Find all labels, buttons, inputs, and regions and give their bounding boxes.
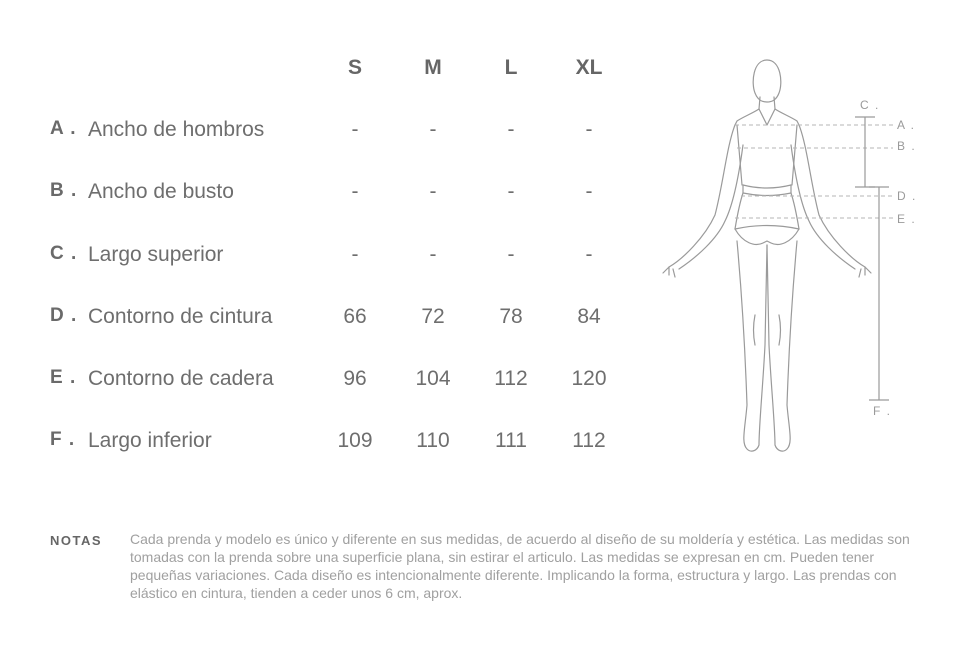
row-letter: B . — [50, 180, 78, 201]
marker-f: F . — [873, 404, 892, 418]
row-label: Largo inferior — [88, 429, 212, 452]
cell-l: - — [507, 180, 515, 203]
row-label: Contorno de cadera — [88, 367, 274, 390]
cell-s: 96 — [343, 367, 367, 390]
cell-s: 109 — [337, 429, 373, 452]
cell-s: - — [351, 118, 359, 141]
measurement-row-c — [0, 243, 660, 273]
cell-m: - — [429, 243, 437, 266]
size-header-m: M — [424, 56, 442, 79]
notes-title: NOTAS — [50, 533, 103, 548]
row-letter: A . — [50, 118, 77, 139]
row-label: Ancho de hombros — [88, 118, 265, 141]
cell-m: - — [429, 180, 437, 203]
row-label: Contorno de cintura — [88, 305, 273, 328]
row-letter: E . — [50, 367, 77, 388]
cell-xl: - — [585, 243, 593, 266]
row-label: Largo superior — [88, 243, 224, 266]
marker-c: C . — [860, 98, 880, 112]
measurement-row-f — [0, 429, 660, 459]
row-letter: F . — [50, 429, 76, 450]
cell-m: 104 — [415, 367, 451, 390]
cell-xl: 120 — [571, 367, 607, 390]
cell-xl: - — [585, 118, 593, 141]
size-header-l: L — [504, 56, 518, 79]
cell-l: - — [507, 118, 515, 141]
marker-d: D . — [897, 189, 917, 203]
marker-a: A . — [897, 118, 916, 132]
measurement-row-d — [0, 305, 660, 335]
cell-s: - — [351, 180, 359, 203]
size-header-s: S — [347, 56, 362, 79]
row-letter: C . — [50, 243, 78, 264]
measurement-row-b — [0, 180, 660, 210]
cell-l: 112 — [494, 367, 528, 390]
cell-m: 72 — [421, 305, 445, 328]
marker-b: B . — [897, 139, 917, 153]
cell-l: 111 — [495, 429, 527, 452]
cell-l: - — [507, 243, 515, 266]
size-header-xl: XL — [575, 56, 603, 79]
cell-xl: 84 — [577, 305, 601, 328]
measurement-row-e — [0, 367, 660, 397]
cell-xl: - — [585, 180, 593, 203]
cell-m: 110 — [416, 429, 450, 452]
cell-m: - — [429, 118, 437, 141]
cell-l: 78 — [499, 305, 523, 328]
measurement-row-a — [0, 118, 660, 148]
cell-s: - — [351, 243, 359, 266]
cell-xl: 112 — [572, 429, 606, 452]
mannequin-diagram — [655, 45, 935, 465]
notes-text: Cada prenda y modelo es único y diferente en sus medidas, de acuerdo al diseño de su moldería y estética. Las medidas son tomadas con la prenda sobre una superficie plana, sin estirar el articulo. Las medidas se expresan en cm. Pueden tener pequeñas variaciones. Cada diseño es intencionalmente diferente. Implicando la forma, estructura y largo. Las prendas con elástico en cintura, tienden a ceder unos 6 cm, aprox. — [130, 531, 910, 601]
mannequin-head — [753, 60, 781, 102]
marker-e: E . — [897, 212, 917, 226]
row-letter: D . — [50, 305, 78, 326]
row-label: Ancho de busto — [88, 180, 234, 203]
cell-s: 66 — [343, 305, 367, 328]
